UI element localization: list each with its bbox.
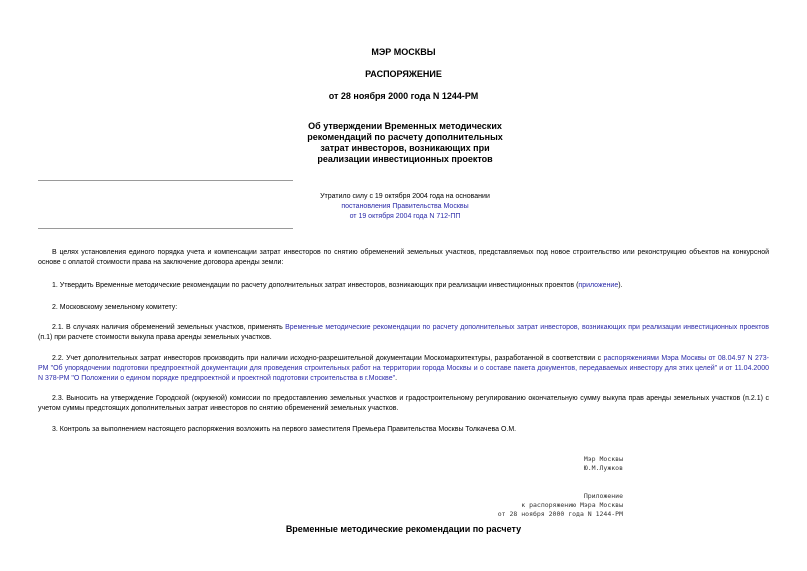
subject-line: реализации инвестиционных проектов (317, 154, 493, 164)
status-text: Утратило силу с 19 октября 2004 года на основании (320, 193, 490, 200)
annex-reference: к распоряжению Мэра Москвы (521, 501, 623, 509)
document-type-heading: РАСПОРЯЖЕНИЕ (365, 69, 442, 79)
clause-text: 1. Утвердить Временные методические рекомендации по расчету дополнительных затрат инвесторов, возникающих при реализации инвестиционных проектов ( (52, 282, 579, 289)
clause-text: . (395, 375, 398, 382)
annex-link[interactable]: приложение (578, 282, 619, 289)
subject-line: рекомендаций по расчету дополнительных (307, 132, 503, 142)
status-note (290, 192, 520, 222)
document-date-number: от 28 ноября 2000 года N 1244-РМ (328, 91, 479, 101)
issuer-heading: МЭР МОСКВЫ (371, 47, 436, 57)
clause-text: (п.1) при расчете стоимости выкупа права аренды земельных участков. (38, 334, 272, 341)
document-subject (250, 121, 560, 165)
annex-date: от 28 ноября 2000 года N 1244-РМ (497, 510, 623, 518)
clause-2-2 (38, 354, 769, 384)
divider-top (38, 180, 293, 181)
clause-text: ). (618, 282, 623, 289)
annex-label: Приложение (583, 492, 623, 500)
signature-name: Ю.М.Лужков (583, 464, 623, 472)
annex-header (498, 492, 623, 519)
clause-text: 2.1. В случаях наличия обременений земельных участков, применять (52, 324, 286, 331)
status-link-date[interactable]: от 19 октября 2004 года N 712-ПП (349, 213, 461, 220)
clause-text: 2.2. Учет дополнительных затрат инвесторов производить при наличии исходно-разрешительной документации Москомархитектуры, разработанной в соответствии с (52, 355, 604, 362)
signature-title: Мэр Москвы (583, 455, 623, 463)
clause-3: 3. Контроль за выполнением настоящего распоряжения возложить на первого заместителя Премьера Правительства Москвы Толкачева О.М. (52, 426, 517, 433)
status-link-resolution[interactable]: постановления Правительства Москвы (341, 203, 469, 210)
preamble-paragraph: В целях установления единого порядка учета и компенсации затрат инвесторов по снятию обременений земельных участков, представляемых под новое строительство или реконструкцию объектов на конкурсной основе с оплатой стоимости права на заключение договора аренды земли: (38, 249, 769, 266)
mayor-orders-link[interactable]: распоряжениями Мэра Москвы от 08.04.97 N 273-РМ "Об упорядочении подготовки предпроектной документации для проведения строительных работ на территории города Москвы и о составе пакета документов, передаваемых инвестору для этих целей" и от 11.04.2000 N 378-РМ "О Положении о едином порядке предпроектной и проектной подготовки строительства в г.Москве" (38, 355, 770, 382)
clause-1 (38, 281, 769, 291)
subject-line: затрат инвесторов, возникающих при (320, 143, 490, 153)
subject-line: Об утверждении Временных методических (308, 121, 502, 131)
methodology-title: Временные методические рекомендации по расчету (285, 524, 522, 534)
clause-2: 2. Московскому земельному комитету: (52, 304, 178, 311)
recommendations-link[interactable]: Временные методические рекомендации по расчету дополнительных затрат инвесторов, возникающих при реализации инвестиционных проектов (285, 324, 769, 331)
divider-bottom (38, 228, 293, 229)
clause-2-3: 2.3. Выносить на утверждение Городской (окружной) комиссии по предоставлению земельных участков и градостроительному регулированию окончательную сумму выкупа прав аренды земельных участков (п.2.1) с учетом суммы предстоящих дополнительных затрат инвесторов по снятию обременений земельных участков. (38, 395, 769, 412)
clause-2-1 (38, 323, 769, 343)
signature-block (584, 455, 623, 473)
